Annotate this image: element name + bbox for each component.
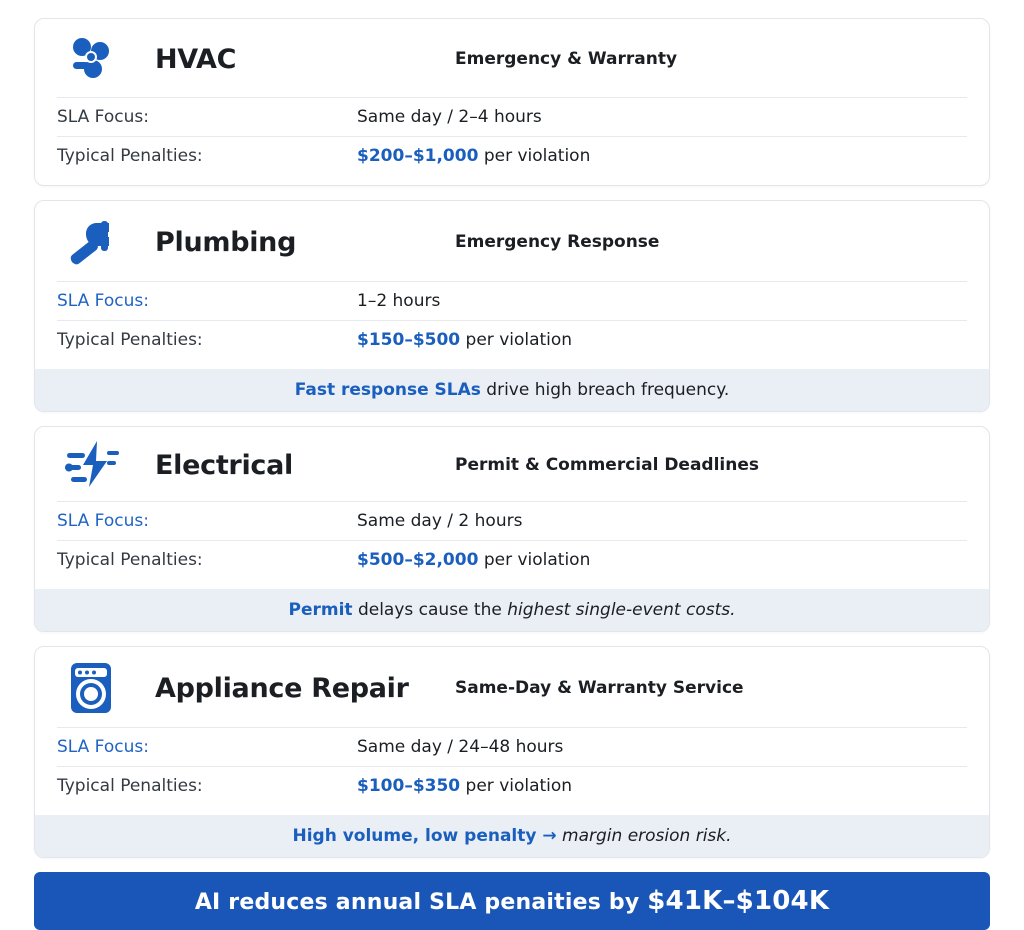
trade-title: Electrical — [155, 449, 293, 481]
penalty-row — [57, 136, 967, 175]
note-italic: margin erosion risk. — [562, 826, 732, 846]
penalty-label: Typical Penalties: — [57, 776, 203, 796]
penalty-amount: $200–$1,000 — [357, 146, 479, 166]
note-italic: highest single-event costs. — [507, 600, 736, 620]
sla-focus-value: Same day / 24–48 hours — [357, 737, 564, 757]
card-body — [35, 647, 989, 815]
penalty-row — [57, 540, 967, 579]
card-header-row — [57, 31, 967, 97]
penalty-row — [57, 320, 967, 359]
card-body — [35, 201, 989, 369]
trade-card-appliance-repair — [34, 646, 990, 858]
trade-title: Appliance Repair — [155, 672, 409, 704]
trade-title: Plumbing — [155, 226, 297, 258]
trade-title: HVAC — [155, 43, 237, 75]
penalty-label: Typical Penalties: — [57, 550, 203, 570]
penalty-label: Typical Penalties: — [57, 330, 203, 350]
penalty-suffix: per violation — [478, 550, 591, 570]
trade-card-plumbing — [34, 200, 990, 412]
fan-icon — [57, 31, 155, 87]
penalty-amount: $150–$500 — [357, 330, 461, 350]
card-header-row — [57, 213, 967, 281]
penalty-suffix: per violation — [478, 146, 591, 166]
trade-card-hvac — [34, 18, 990, 186]
trade-card-electrical — [34, 426, 990, 632]
note-bold: High volume, low penalty → — [292, 826, 557, 846]
penalty-row — [57, 766, 967, 805]
note-rest: drive high breach frequency. — [480, 380, 730, 400]
penalty-value — [357, 330, 572, 350]
summary-prefix: AI reduces annual SLA penaities by — [194, 890, 648, 915]
trade-subtitle: Same-Day & Warranty Service — [455, 678, 744, 698]
sla-focus-row — [57, 97, 967, 136]
sla-focus-label: SLA Focus: — [57, 107, 149, 127]
penalty-suffix: per violation — [460, 776, 573, 796]
trade-card-stack — [34, 18, 990, 858]
summary-amount: $41K–$104K — [647, 886, 830, 916]
penalty-value — [357, 776, 572, 796]
penalty-value — [357, 146, 590, 166]
penalty-suffix: per violation — [460, 330, 573, 350]
sla-focus-value: 1–2 hours — [357, 291, 441, 311]
sla-focus-row — [57, 727, 967, 766]
summary-banner — [34, 872, 990, 930]
card-body — [35, 19, 989, 185]
sla-focus-label: SLA Focus: — [57, 737, 149, 757]
penalty-amount: $500–$2,000 — [357, 550, 479, 570]
trade-subtitle: Emergency Response — [455, 232, 660, 252]
sla-focus-value: Same day / 2–4 hours — [357, 107, 542, 127]
sla-focus-row — [57, 501, 967, 540]
insight-note — [35, 815, 989, 857]
note-rest: delays cause the — [352, 600, 508, 620]
card-header-row — [57, 439, 967, 501]
note-bold: Fast response SLAs — [294, 380, 481, 400]
penalty-label: Typical Penalties: — [57, 146, 203, 166]
trade-subtitle: Emergency & Warranty — [455, 49, 678, 69]
insight-note — [35, 589, 989, 631]
sla-focus-value: Same day / 2 hours — [357, 511, 523, 531]
insight-note — [35, 369, 989, 411]
lightning-bolt-icon — [57, 439, 155, 491]
pipe-wrench-icon — [57, 213, 155, 271]
sla-focus-label: SLA Focus: — [57, 511, 149, 531]
trade-subtitle: Permit & Commercial Deadlines — [455, 455, 760, 475]
washing-machine-icon — [57, 659, 155, 717]
note-bold: Permit — [288, 600, 353, 620]
sla-focus-row — [57, 281, 967, 320]
card-header-row — [57, 659, 967, 727]
penalty-amount: $100–$350 — [357, 776, 461, 796]
sla-focus-label: SLA Focus: — [57, 291, 149, 311]
penalty-value — [357, 550, 590, 570]
card-body — [35, 427, 989, 589]
